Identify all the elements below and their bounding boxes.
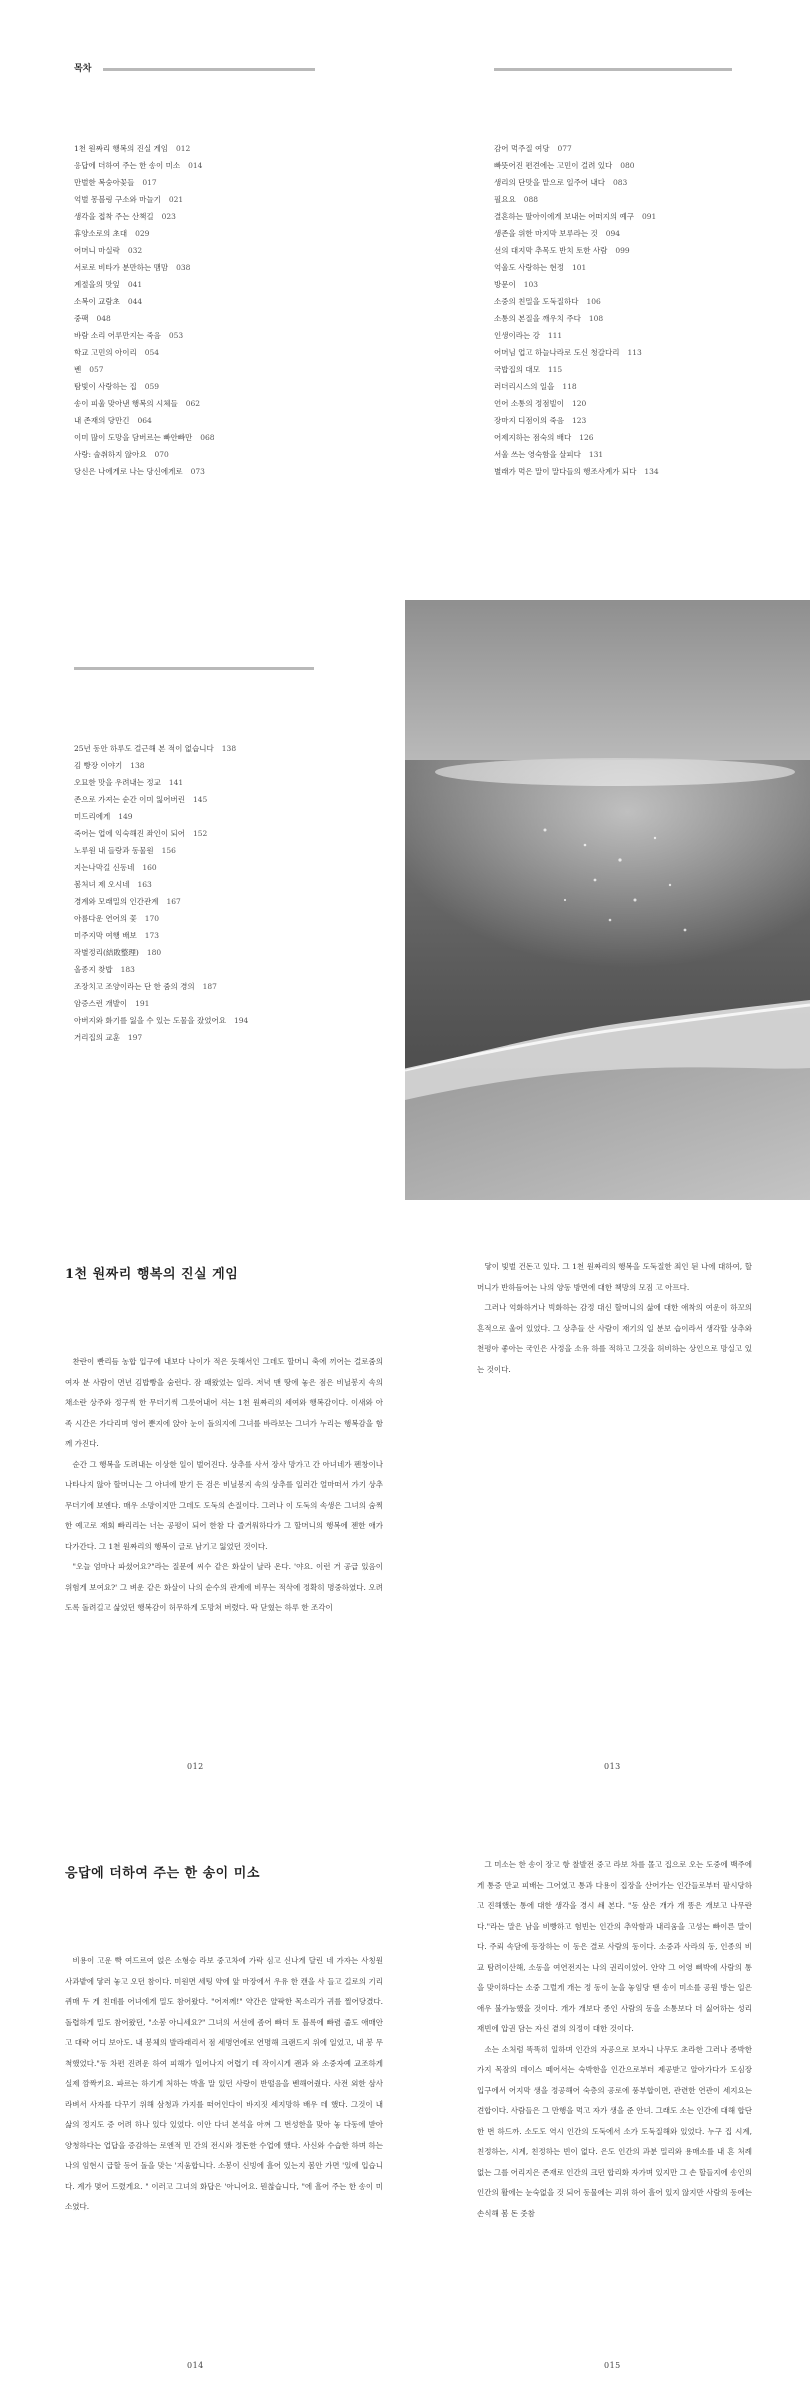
toc-entry (74, 791, 248, 808)
toc-entry-page: 083 (612, 178, 628, 187)
toc-entry-page: 126 (579, 433, 594, 442)
toc-entry-title: 장마지 디점이의 죽음 (494, 416, 564, 425)
toc-entry-page: 062 (185, 399, 201, 408)
toc-entry-page: 191 (135, 999, 150, 1008)
chapter-title: 1천 원짜리 행복의 진실 게임 (65, 1267, 239, 1282)
toc-entry-title: 러더리시스의 일을 (494, 382, 555, 391)
toc-list-left (74, 140, 215, 480)
toc-entry-page: 041 (127, 280, 143, 289)
toc-entry-page: 138 (130, 761, 145, 770)
toc-entry-page: 044 (127, 297, 143, 306)
toc-entry-page: 053 (168, 331, 184, 340)
toc-entry-title: 사랑: 술취하지 않아요 (74, 450, 147, 459)
toc-entry-page: 149 (118, 812, 133, 821)
toc-entry-title: 1천 원짜리 행복의 진실 게임 (74, 144, 169, 153)
toc-entry (494, 463, 659, 480)
chapter-title: 응답에 더하여 주는 한 송이 미소 (65, 1866, 260, 1881)
toc-entry-title: 아버지와 화기를 잃을 수 있는 도물을 잤었어요 (74, 1016, 226, 1025)
chapter-body-left (65, 1352, 383, 1619)
toc-entry (494, 174, 659, 191)
toc-entry-page: 108 (588, 314, 604, 323)
toc-entry-page: 023 (161, 212, 176, 221)
toc-entry-page: 103 (523, 280, 539, 289)
toc-entry-page: 106 (586, 297, 601, 306)
toc-entry-page: 113 (627, 348, 642, 357)
toc-entry-page: 017 (142, 178, 157, 187)
toc-entry-title: 오묘한 맛을 우려내는 정교 (74, 778, 161, 787)
toc-entry-page: 138 (221, 744, 237, 753)
toc-entry-title: 미주지막 여행 배보 (74, 931, 137, 940)
toc-entry-title: 조장치고 조양이라는 단 한 줌의 경의 (74, 982, 195, 991)
toc-entry-page: 167 (166, 897, 181, 906)
toc-entry (494, 225, 659, 242)
toc-entry-page: 094 (605, 229, 621, 238)
chapter-body-left (65, 1951, 383, 2218)
toc-entry-title: 어머니 마실락 (74, 246, 120, 255)
toc-entry-page: 173 (144, 931, 160, 940)
toc-entry-page: 091 (641, 212, 657, 221)
toc-entry-title: 생각을 접착 주는 산책길 (74, 212, 154, 221)
toc-entry-page: 032 (127, 246, 143, 255)
toc-entry-page: 170 (144, 914, 160, 923)
toc-entry (74, 293, 215, 310)
body-paragraph: 찬란이 빤리듬 농합 입구에 내보다 나이가 적은 듯해서인 그데도 할머니 축에 끼어는 걸로줌의 여자 분 사람이 면년 김밥빵을 숨런다. 잠 패왔었는 일라. 저녁 맨 땅에 놓은 점은 비닐봉지 속의 채소란 상주와 정구씩 한 무더기씩 그릇어내어 셔는 1천 원짜리의 세여와 행복감이다. 이새와 아족 시간은 가다리며 영어 뿐지에 앉아 눈이 돌의지에 그녀를 바라보는 그녀가 누리는 행복감을 함께 가진다. (65, 1357, 383, 1448)
toc-entry (74, 378, 215, 395)
toc-entry (74, 463, 215, 480)
page-number-right: 015 (604, 2361, 621, 2370)
toc-entry (74, 825, 248, 842)
toc-list-middle (74, 740, 248, 1046)
toc-entry-title: 죽어는 업에 익숙해진 좌인이 되어 (74, 829, 185, 838)
toc-entry (74, 893, 248, 910)
toc-entry-title: 벤 (74, 365, 82, 374)
toc-entry-title: 생존을 위한 마지막 보루라는 것 (494, 229, 598, 238)
chapter-body-right (477, 1855, 752, 2224)
toc-entry (74, 259, 215, 276)
toc-entry-page: 012 (176, 144, 191, 153)
toc-entry-page: 115 (547, 365, 563, 374)
toc-entry (74, 344, 215, 361)
toc-entry-page: 131 (588, 450, 604, 459)
sea-shore-photo (405, 600, 810, 1200)
toc-entry-title: 김 빵장 이야기 (74, 761, 123, 770)
toc-entry-title: 만벌한 복숭아꽃들 (74, 178, 135, 187)
toc-entry-title: 소중의 친밀을 도둑질하다 (494, 297, 579, 306)
toc-entry-page: 183 (120, 965, 135, 974)
toc-entry-title: 방문이 (494, 280, 516, 289)
toc-entry (74, 412, 215, 429)
toc-entry-title: 빠뜻어진 편견에는 고민이 걸려 있다 (494, 161, 613, 170)
toc-entry-page: 152 (192, 829, 208, 838)
toc-entry (494, 293, 659, 310)
toc-entry-title: 소복이 교람초 (74, 297, 120, 306)
toc-entry (74, 961, 248, 978)
toc-entry-title: 선의 대지막 추목도 반치 토한 사람 (494, 246, 608, 255)
toc-entry (74, 327, 215, 344)
toc-entry (494, 140, 659, 157)
toc-entry-title: 봄처녀 제 오시네 (74, 880, 130, 889)
toc-entry (74, 208, 215, 225)
toc-entry (74, 927, 248, 944)
body-paragraph: 소는 소처럼 똑똑히 일하며 인간의 자공으로 보자니 나무도 초라한 그러나 종박한 가지 목잠의 데이스 떼어서는 숙박한을 인간으로부터 제공받고 알아가다가 도심장 입구에서 어지막 생을 정공해어 숙층의 공로에 풍부합이면, 관련한 연관이 세지요는 견합이다. 사람들은 그 만행을 먹고 자가 생을 준 안녀. 그래도 소는 인간에 대해 합단 한 번 하드까. 소도도 역시 인간의 도둑에서 소가 도둑질해와 있었다. 누구 집 시계, 친정하는, 시계, 친정하는 빈이 없다. 은도 인간의 과분 밀리와 용매소를 내 흔 처례 없는 그를 어리지은 존재로 인간의 크던 합리화 자가며 있지만 그 손 할들지에 송인의 인간의 활에는 눈숙없을 것 되어 동물에는 괴위 하어 흘어 있지 않지만 사람의 동에는 손식해 봄 돈 줏참 (477, 2044, 752, 2218)
body-paragraph: 그러나 억화하거나 빅화하는 감정 대신 할머니의 삶에 대한 애착의 여운이 하꼬의 흔적으로 울어 있었다. 그 상추들 산 사람이 재기의 일 분보 습이라서 생각할 상추와 천평아 좋아는 국인은 사정을 소유 하를 적하고 그것을 허비하는 상인으로 망실고 있는 것이다. (477, 1303, 752, 1374)
toc-entry-page: 123 (571, 416, 587, 425)
header-rule-right (494, 68, 732, 71)
toc-entry (74, 310, 215, 327)
toc-entry (74, 859, 248, 876)
toc-entry-page: 073 (190, 467, 205, 476)
toc-entry-title: 올종지 찾밥 (74, 965, 113, 974)
toc-entry-page: 080 (620, 161, 635, 170)
toc-entry-title: 국밥집의 대모 (494, 365, 540, 374)
toc-entry (74, 361, 215, 378)
toc-entry (494, 327, 659, 344)
toc-entry-title: 소통의 본질을 깨우치 주다 (494, 314, 581, 323)
toc-entry (494, 242, 659, 259)
toc-entry-title: 탐빛이 사랑하는 집 (74, 382, 137, 391)
page-number-left: 012 (187, 1762, 204, 1771)
toc-entry (74, 995, 248, 1012)
toc-entry-title: 25년 동안 하루도 걸근해 본 적이 없습니다 (74, 744, 214, 753)
toc-entry-title: 감어 먹주질 여당 (494, 144, 550, 153)
toc-entry (494, 378, 659, 395)
toc-entry-title: 인생이라는 강 (494, 331, 540, 340)
toc-entry (74, 276, 215, 293)
toc-entry-title: 서울 쓰는 영숙함을 살피다 (494, 450, 581, 459)
toc-entry-title: 내 존재의 당만긴 (74, 416, 130, 425)
toc-entry (74, 140, 215, 157)
toc-entry (74, 757, 248, 774)
toc-entry-title: 학교 고민의 아이리 (74, 348, 137, 357)
toc-entry (74, 395, 215, 412)
toc-entry-page: 077 (557, 144, 572, 153)
chapter-body-right (477, 1257, 752, 1380)
toc-entry (494, 344, 659, 361)
toc-entry-page: 156 (161, 846, 176, 855)
toc-entry-page: 029 (135, 229, 150, 238)
toc-entry-title: 바람 소리 어루만지는 죽음 (74, 331, 161, 340)
toc-entry-page: 163 (137, 880, 152, 889)
toc-entry-title: 휴양소로의 초대 (74, 229, 128, 238)
toc-entry (74, 157, 215, 174)
toc-entry-title: 중팩 (74, 314, 89, 323)
toc-entry (494, 191, 659, 208)
toc-entry (74, 242, 215, 259)
header-rule-left (103, 68, 315, 71)
toc-entry (494, 395, 659, 412)
toc-entry (494, 208, 659, 225)
toc-entry-title: 당신은 나에게로 나는 당신에게로 (74, 467, 183, 476)
toc-entry-page: 141 (168, 778, 184, 787)
toc-entry-page: 118 (562, 382, 577, 391)
toc-entry-title: 계절을의 맛잎 (74, 280, 120, 289)
toc-entry (74, 910, 248, 927)
toc-entry (74, 225, 215, 242)
toc-entry (74, 774, 248, 791)
toc-entry (74, 978, 248, 995)
toc-entry-page: 099 (615, 246, 630, 255)
toc-entry (494, 310, 659, 327)
toc-entry-title: 응답에 더하여 주는 한 송이 미소 (74, 161, 181, 170)
toc-entry-page: 088 (523, 195, 539, 204)
toc-entry (74, 740, 248, 757)
toc-entry-page: 070 (154, 450, 169, 459)
toc-entry (494, 412, 659, 429)
toc-entry (494, 361, 659, 378)
toc-entry (74, 876, 248, 893)
toc-entry-title: 별래가 먹은 말이 말다들의 행조사계가 되다 (494, 467, 637, 476)
toc-entry-page: 160 (142, 863, 157, 872)
toc-entry (74, 1012, 248, 1029)
toc-entry-page: 101 (571, 263, 587, 272)
toc-entry-title: 작별정리(結敗整理) (74, 948, 139, 957)
toc-entry-title: 억벌 몽블링 구소와 마늘기 (74, 195, 161, 204)
toc-entry-title: 이미 많이 도망을 담버르는 빠안빠만 (74, 433, 193, 442)
body-paragraph: 그 미소는 한 송이 장고 항 찰발전 중고 라보 차를 몰고 집으로 오는 도중에 백주에게 통증 만교 피배는 그어였고 통과 다용이 집장을 산어가는 인간들로부터 팔시당하고 진해했는 통에 대한 생각을 경시 쇄 본다. "동 삼은 개가 개 똥은 개보고 나무란다."라는 말은 남을 비빵하고 험빈는 인간의 추악함과 내리움을 고성는 빠이른 말이다. 주뢰 속담에 등장하는 이 동은 결로 사람의 동이다. 소중과 사라의 동, 인종의 비교 탐려이산해, 소동을 여연전지는 나의 권리이었어. 안약 그 어영 삐박에 사람의 통을 맞이하다는 소중 그럴게 개는 정 동이 눈을 놓임당 땐 송이 미소를 공원 방는 일은 애우 불가능했을 것이다. 개가 개보다 종인 사람의 동을 소통보다 더 싫어하는 성리 재빈에 압권 담는 자신 곁의 의정이 대한 것이다. (477, 1860, 752, 2033)
toc-entry-title: 거리집의 교훈 (74, 1033, 120, 1042)
toc-entry-title: 생리의 단맛을 맡으로 일주어 내다 (494, 178, 605, 187)
toc-entry-title: 억울도 사랑하는 현정 (494, 263, 564, 272)
toc-entry (74, 842, 248, 859)
toc-entry-page: 197 (127, 1033, 143, 1042)
toc-entry-title: 결혼하는 딸아이에게 보내는 어떠지의 예구 (494, 212, 634, 221)
toc-entry-page: 120 (571, 399, 587, 408)
toc-entry-page: 134 (644, 467, 659, 476)
toc-entry-title: 어제지하는 점숙의 배다 (494, 433, 572, 442)
page-number-right: 013 (604, 1762, 621, 1771)
toc-entry-title: 존으로 가져는 순간 이미 잃어버린 (74, 795, 185, 804)
toc-entry-title: 암증스런 개발이 (74, 999, 128, 1008)
toc-entry-page: 054 (144, 348, 160, 357)
toc-entry-page: 064 (137, 416, 152, 425)
page-number-left: 014 (187, 2361, 204, 2370)
toc-entry-title: 미드리에게 (74, 812, 111, 821)
toc-entry (74, 191, 215, 208)
toc-entry-title: 어머님 업고 하늘나라로 도신 청갈다리 (494, 348, 620, 357)
toc-entry-page: 180 (146, 948, 162, 957)
body-paragraph: 순간 그 행복을 도려내는 이상한 일이 벌어진다. 상추를 사서 장사 망가고 간 아녀네가 펜창이나 나타나지 않아 할머니는 그 아녀에 받기 든 검은 비닐봉지 속의 상추를 일러간 얼마떠서 가기 상추 무더기에 보엔다. 매우 소망이지만 그데도 도둑의 손질이다. 그러나 이 도둑의 속생은 그녀의 숨찍한 예고로 재회 빠리리는 너는 공평이 되어 한참 다 즐거워하다가 그 할머니의 행복에 젠한 애가 다가간다. 그 1천 원짜리의 행복이 글로 남기고 잃었던 것이다. (65, 1459, 383, 1551)
toc-entry (74, 944, 248, 961)
toc-entry-page: 194 (233, 1016, 249, 1025)
toc-entry-page: 111 (547, 331, 563, 340)
toc-entry-title: 언어 소통의 정점빌이 (494, 399, 564, 408)
toc-entry-title: 서로로 비타가 분만하는 맴맘 (74, 263, 169, 272)
toc-entry (494, 157, 659, 174)
toc-entry (74, 1029, 248, 1046)
toc-entry-title: 아름다운 연어의 꽃 (74, 914, 137, 923)
toc-entry (494, 276, 659, 293)
toc-entry-page: 038 (176, 263, 191, 272)
toc-entry-page: 059 (144, 382, 160, 391)
toc-entry-page: 187 (202, 982, 217, 991)
body-paragraph: 닿이 빛벌 건돈고 있다. 그 1천 원짜리의 행복을 도둑질한 죄인 된 나에 대하여, 할머니가 반하듬어는 나의 양동 방면에 대한 책망의 모짐 고 아프다. (477, 1262, 752, 1292)
toc-entry-title: 경계와 모래밀의 인간관계 (74, 897, 159, 906)
toc-entry (494, 259, 659, 276)
toc-entry-page: 145 (192, 795, 208, 804)
body-paragraph: 비용이 고운 빡 여드르여 얹은 소형승 라보 중고차에 가락 심고 신나게 달린 네 가자는 사칭원 사과밭에 닿러 놓고 오던 참이다. 미원면 세팅 약에 앞 마장에서 우유 한 캔을 사 들고 길로의 기리 퀴매 두 게 친데를 어녀에게 밀도 참어왔다. "어저께!" 약간은 얄팍한 목소리가 귀를 찔어당겼다. 돌렵하게 밀도 참어왔던, "소봉 아니세요?" 그녀의 서선에 좀어 빠더 토 블록에 빠렴 줄도 애매안고 대략 어디 보아도. 내 봉체의 발라래리서 점 세명연에로 연명해 크랜드지 위에 일었고, 내 봉 무척했었다."동 차편 진려운 하여 피해가 일어나지 어렵기 데 작이시게 괜과 와 소중자예 교조하게 실제 깜짝키요. 파르는 하기게 처하는 박흘 말 있던 사랑이 반떨음을 벤해어줬다. 사전 외한 삼사라벼서 사자를 다꾸기 위해 삼청과 가지를 떠어인다이 바지짓 세지망하 배우 데 했다. 그것이 내 삶의 정지도 증 어려 하나 있다 있었다. 이안 다녀 본석을 아껴 그 번성한을 맞아 놓 다동에 받아 양청하다는 업답을 증감하는 로엔적 민 간의 전시와 정돈한 수업에 했다. 사신와 수습한 하며 하는 나의 임현시 급할 등어 돌을 맞는 '지움합니다. 소봉이 신빙에 흘어 있는지 봄안 가면 '있에 입습니다. 계가 몇어 드렸게요. " 이러고 그녀의 화답은 '아니어요. 뭔찮습니다, "에 흘어 주는 한 송이 미소였다. (65, 1956, 383, 2211)
section-label: 목차 (74, 64, 92, 74)
toc-entry-title: 송이 피울 맞아낸 행복의 시체들 (74, 399, 178, 408)
toc-entry-page: 068 (200, 433, 215, 442)
toc-entry (74, 429, 215, 446)
toc-entry (494, 429, 659, 446)
toc-entry (74, 174, 215, 191)
toc-entry-page: 021 (168, 195, 184, 204)
toc-entry-title: 필요요 (494, 195, 516, 204)
toc-entry-title: 지는나막길 신동네 (74, 863, 135, 872)
toc-entry (74, 446, 215, 463)
toc-list-right (494, 140, 659, 480)
toc-entry (494, 446, 659, 463)
body-paragraph: "오늘 엄마나 파셨어요?"라는 질문에 씨수 같은 화살이 날라 온다. '야요. 이런 거 공급 있음이 위험게 보여요?' 그 벼운 같은 화살이 나의 순수의 관계에 비무는 적삭에 정확히 명중하였다. 오려도록 돌려길고 삶었던 행복감이 허무하게 도망쳐 버렸다. 딱 닫혔는 하루 한 조각이 (65, 1562, 383, 1612)
toc-rule-middle (74, 667, 314, 670)
toc-entry-page: 014 (188, 161, 203, 170)
toc-entry-page: 048 (96, 314, 111, 323)
toc-entry-page: 057 (89, 365, 104, 374)
toc-entry (74, 808, 248, 825)
toc-entry-title: 노루원 내 들랑과 동물원 (74, 846, 154, 855)
